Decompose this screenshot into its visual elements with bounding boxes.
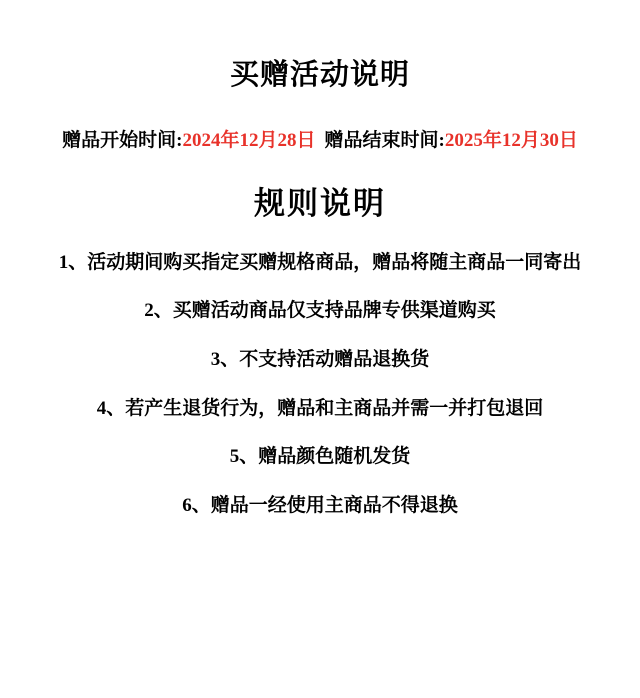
gift-period-line xyxy=(0,129,640,154)
page-title: 买赠活动说明 xyxy=(229,59,410,91)
promo-rules-document xyxy=(0,58,640,698)
rules-list xyxy=(0,251,640,519)
gift-start-date: 2024年12月28日 xyxy=(182,129,316,151)
gift-start-label: 赠品开始时间: xyxy=(62,129,183,151)
rules-heading: 规则说明 xyxy=(254,186,386,222)
rule-item: 6、赠品一经使用主商品不得退换 xyxy=(182,495,458,517)
rule-item: 2、买赠活动商品仅支持品牌专供渠道购买 xyxy=(144,300,496,322)
rule-item: 3、不支持活动赠品退换货 xyxy=(210,349,430,371)
rule-item: 1、活动期间购买指定买赠规格商品，赠品将随主商品一同寄出 xyxy=(58,251,582,273)
rule-item: 4、若产生退货行为，赠品和主商品并需一并打包退回 xyxy=(96,397,544,419)
gift-end-date: 2025年12月30日 xyxy=(444,129,578,151)
gift-end-label: 赠品结束时间: xyxy=(324,129,445,151)
rule-item: 5、赠品颜色随机发货 xyxy=(229,446,411,468)
